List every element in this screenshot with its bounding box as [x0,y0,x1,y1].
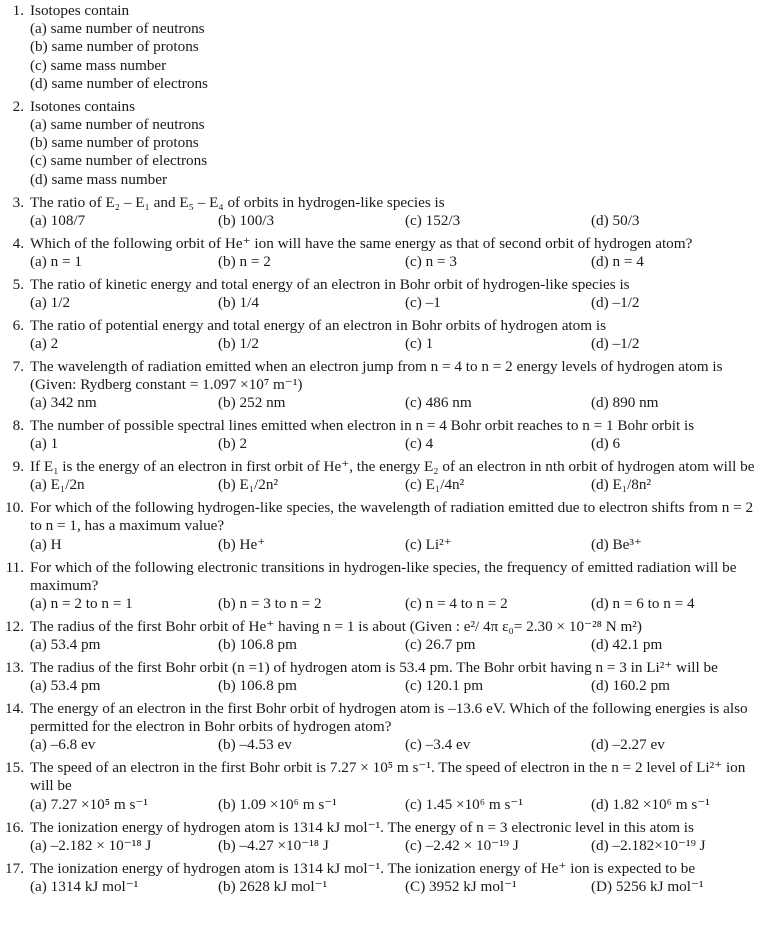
question-text: The speed of an electron in the first Bohr orbit is 7.27 × 10⁵ m s⁻¹. The speed of electron in the n = 2 level of Li²⁺ ion will be [30,759,746,795]
answer-option: (c) 4 [405,435,434,453]
question-stem [4,458,762,476]
question-item [4,194,762,230]
answer-option: (d) –2.182×10⁻¹⁹ J [591,836,706,854]
question-number: 13. [5,658,24,676]
question-stem [4,98,762,116]
answer-option: (c) same mass number [30,56,167,74]
answer-option: (b) 100/3 [218,211,275,229]
answer-option: (d) 50/3 [591,211,640,229]
question-number: 12. [5,617,24,635]
question-item [4,317,762,353]
question-text: For which of the following electronic transitions in hydrogen-like species, the frequency of emitted radiation will be maximum? [30,558,737,594]
question-stem [4,659,762,677]
question-number: 9. [12,458,24,476]
answer-option: (c) 120.1 pm [405,677,484,695]
question-item [4,618,762,654]
answer-option: (b) 1/2 [218,334,259,352]
option-list [4,878,762,896]
answer-option: (b) 106.8 pm [218,677,297,695]
answer-option: (a) n = 1 [30,252,82,270]
option-list [4,677,762,695]
question-stem [4,358,762,394]
question-item [4,559,762,614]
question-text: The ionization energy of hydrogen atom is 1314 kJ mol⁻¹. The energy of n = 3 electronic level in this atom is [30,818,694,836]
option-list [4,435,762,453]
answer-option: (c) 1.45 ×10⁶ m s⁻¹ [405,795,523,813]
question-item [4,700,762,755]
answer-option: (a) 53.4 pm [30,636,101,654]
question-stem [4,618,762,636]
answer-option: (d) Be³⁺ [591,535,642,553]
answer-option: (b) –4.27 ×10⁻¹⁸ J [218,836,329,854]
answer-option: (d) n = 4 [591,252,644,270]
answer-option: (d) n = 6 to n = 4 [591,594,695,612]
question-stem [4,819,762,837]
question-item [4,235,762,271]
answer-option: (c) Li²⁺ [405,535,452,553]
option-list [4,116,762,189]
question-stem [4,2,762,20]
answer-option: (d) same mass number [30,170,168,188]
answer-option: (d) same number of electrons [30,74,208,92]
option-list [4,796,762,814]
answer-option: (a) 342 nm [30,394,97,412]
answer-option: (a) 7.27 ×10⁵ m s⁻¹ [30,795,148,813]
question-number: 14. [5,699,24,717]
question-number: 1. [12,2,24,19]
question-number: 16. [5,818,24,836]
question-stem [4,194,762,212]
answer-option: (b) n = 3 to n = 2 [218,594,322,612]
answer-option: (a) 53.4 pm [30,677,101,695]
question-text: For which of the following hydrogen-like species, the wavelength of radiation emitted due to electron shifts from n = 2 to n = 1, has a maximum value? [30,499,754,535]
answer-option: (a) same number of neutrons [30,20,205,38]
question-number: 8. [12,417,24,435]
answer-option: (d) 6 [591,435,621,453]
option-list [4,736,762,754]
answer-option: (c) –2.42 × 10⁻¹⁹ J [405,836,519,854]
question-item [4,759,762,814]
question-text: Isotones contains [30,97,136,115]
question-number: 2. [12,97,24,115]
option-list [4,253,762,271]
question-item [4,499,762,554]
answer-option: (c) 26.7 pm [405,636,476,654]
question-text: If E₁ is the energy of an electron in first orbit of He⁺, the energy E₂ of an electron in nth orbit of hydrogen atom will be [30,458,755,476]
question-text: The radius of the first Bohr orbit of He⁺ having n = 1 is about (Given : e²/ 4π ε₀= 2.30 × 10⁻²⁸ N m²) [30,617,642,635]
answer-option: (b) 2628 kJ mol⁻¹ [218,877,328,895]
answer-option: (c) n = 3 [405,252,457,270]
answer-option: (c) 152/3 [405,211,461,229]
answer-option: (d) 160.2 pm [591,677,670,695]
answer-option: (b) same number of protons [30,134,199,152]
question-stem [4,276,762,294]
answer-option: (D) 5256 kJ mol⁻¹ [591,877,704,895]
question-stem [4,235,762,253]
question-stem [4,499,762,535]
answer-option: (c) 1 [405,334,434,352]
answer-option: (b) 252 nm [218,394,286,412]
question-item [4,458,762,494]
option-list [4,595,762,613]
question-number: 11. [5,558,24,576]
question-text: The ratio of kinetic energy and total energy of an electron in Bohr orbit of hydrogen-like species is [30,275,630,293]
answer-option: (c) –3.4 ev [405,736,471,754]
answer-option: (b) same number of protons [30,38,199,56]
question-text: The ratio of E₂ – E₁ and E₅ – E₄ of orbits in hydrogen-like species is [30,193,445,211]
answer-option: (a) –2.182 × 10⁻¹⁸ J [30,836,152,854]
answer-option: (a) H [30,535,62,553]
question-item [4,98,762,189]
answer-option: (c) same number of electrons [30,152,208,170]
question-stem [4,759,762,795]
question-item [4,358,762,413]
option-list [4,335,762,353]
question-item [4,819,762,855]
answer-option: (a) 1/2 [30,293,71,311]
answer-option: (c) –1 [405,293,441,311]
answer-option: (b) 1.09 ×10⁶ m s⁻¹ [218,795,337,813]
question-text: The energy of an electron in the first Bohr orbit of hydrogen atom is –13.6 eV. Which of the following energies is also permitted for the electron in Bohr orbits of hydrogen atom? [30,699,748,736]
answer-option: (b) –4.53 ev [218,736,292,754]
question-stem [4,700,762,736]
question-item [4,659,762,695]
answer-option: (c) 486 nm [405,394,472,412]
question-stem [4,417,762,435]
question-stem [4,860,762,878]
option-list [4,536,762,554]
question-stem [4,559,762,595]
question-text: The wavelength of radiation emitted when an electron jump from n = 4 to n = 2 energy levels of hydrogen atom is (Given: Rydberg constant = 1.097 ×10⁷ m⁻¹) [30,357,723,394]
question-number: 7. [12,357,24,375]
question-number: 10. [5,499,24,517]
answer-option: (c) E₁/4n² [405,476,465,494]
answer-option: (d) 42.1 pm [591,636,663,654]
question-number: 6. [12,316,24,334]
answer-option: (a) E₁/2n [30,476,85,494]
answer-option: (a) 2 [30,334,59,352]
question-text: The ratio of potential energy and total energy of an electron in Bohr orbits of hydrogen atom is [30,316,606,334]
question-item [4,276,762,312]
answer-option: (a) same number of neutrons [30,116,205,133]
answer-option: (b) 106.8 pm [218,636,297,654]
option-list [4,837,762,855]
option-list [4,20,762,93]
answer-option: (d) E₁/8n² [591,476,652,494]
option-list [4,212,762,230]
question-number: 3. [12,193,24,211]
answer-option: (b) E₁/2n² [218,476,279,494]
option-list [4,294,762,312]
question-text: The number of possible spectral lines emitted when electron in n = 4 Bohr orbit reaches to n = 1 Bohr orbit is [30,417,695,435]
question-number: 15. [5,759,24,777]
answer-option: (b) 1/4 [218,293,259,311]
answer-option: (b) 2 [218,435,248,453]
option-list [4,636,762,654]
answer-option: (c) n = 4 to n = 2 [405,594,508,612]
answer-option: (d) –1/2 [591,293,640,311]
question-text: The radius of the first Bohr orbit (n =1) of hydrogen atom is 53.4 pm. The Bohr orbit having n = 3 in Li²⁺ will be [30,658,718,676]
question-item [4,2,762,93]
question-text: The ionization energy of hydrogen atom is 1314 kJ mol⁻¹. The ionization energy of He⁺ ion is expected to be [30,859,696,877]
question-number: 5. [12,275,24,293]
answer-option: (a) 1 [30,435,59,453]
question-stem [4,317,762,335]
answer-option: (b) n = 2 [218,252,271,270]
answer-option: (d) –1/2 [591,334,640,352]
question-text: Isotopes contain [30,2,130,19]
answer-option: (a) 108/7 [30,211,86,229]
question-item [4,417,762,453]
answer-option: (b) He⁺ [218,535,266,553]
answer-option: (a) n = 2 to n = 1 [30,594,133,612]
answer-option: (d) 890 nm [591,394,659,412]
answer-option: (d) 1.82 ×10⁶ m s⁻¹ [591,795,710,813]
option-list [4,394,762,412]
question-number: 4. [12,234,24,252]
answer-option: (d) –2.27 ev [591,736,665,754]
answer-option: (a) –6.8 ev [30,736,96,754]
answer-option: (a) 1314 kJ mol⁻¹ [30,877,139,895]
question-number: 17. [5,859,24,877]
answer-option: (C) 3952 kJ mol⁻¹ [405,877,517,895]
option-list [4,476,762,494]
question-item [4,860,762,896]
question-text: Which of the following orbit of He⁺ ion will have the same energy as that of second orbit of hydrogen atom? [30,234,693,252]
